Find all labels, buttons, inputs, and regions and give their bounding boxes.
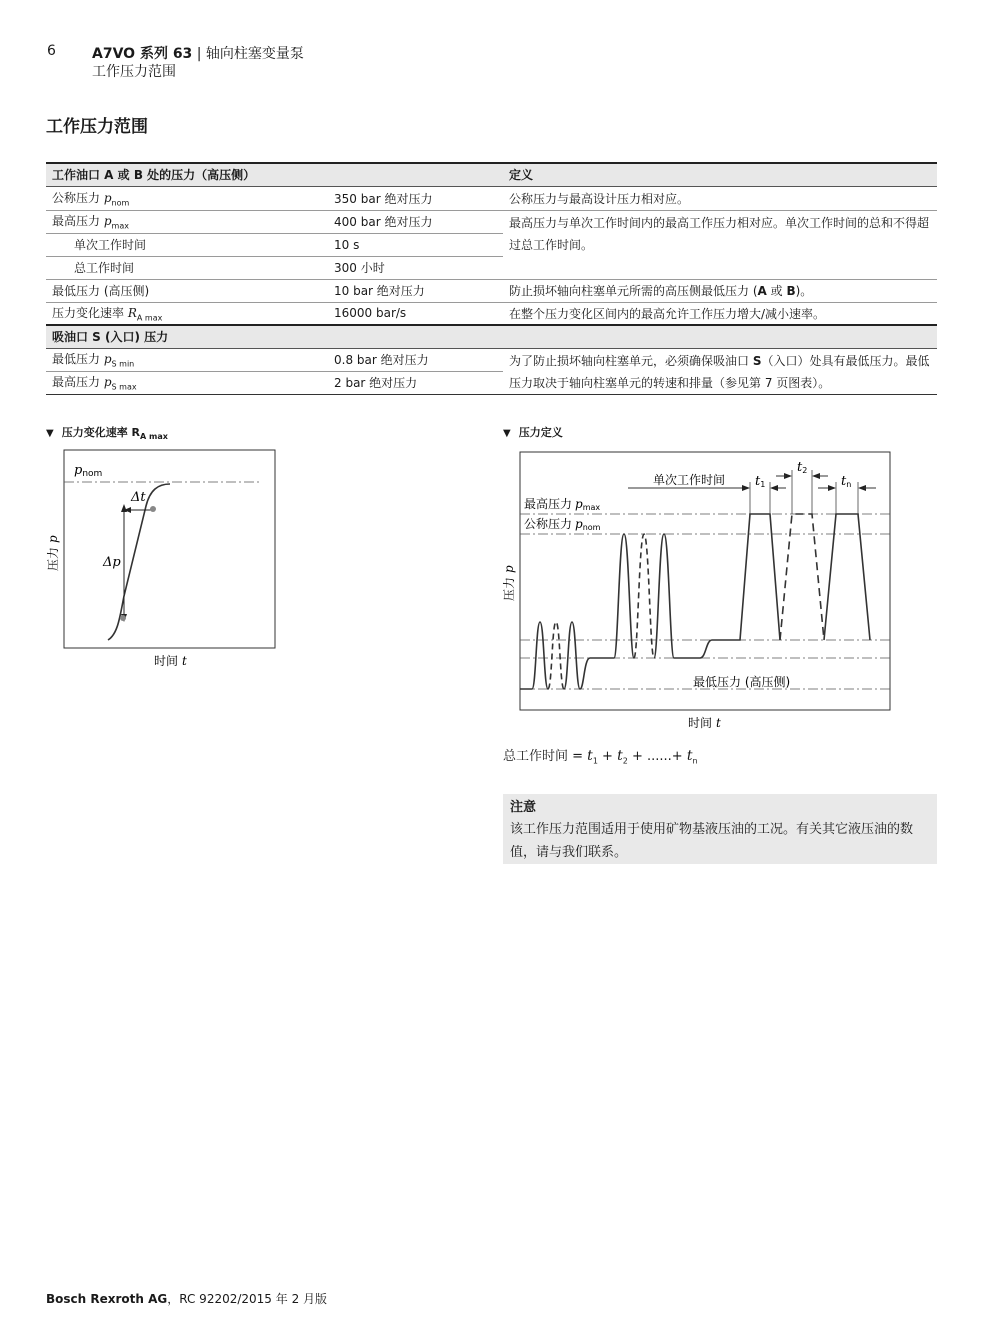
y-axis-label: 压力p xyxy=(502,565,516,601)
table-section-header xyxy=(46,163,937,186)
tn-arrow-head xyxy=(828,485,836,491)
port-s: S xyxy=(752,353,762,368)
page-footer xyxy=(46,1290,327,1307)
header-section: 工作压力范围 xyxy=(92,64,176,80)
formula-ellipsis: ......+ xyxy=(647,749,683,764)
row-label: 最高压力 xyxy=(52,214,101,229)
table-row xyxy=(46,302,937,325)
definition-text: 或 xyxy=(766,284,787,298)
pnom-label: 公称压力 pnom xyxy=(524,517,601,532)
table-row xyxy=(46,186,937,210)
pmax-label: 最高压力 pmax xyxy=(524,497,601,512)
row-definition xyxy=(503,348,937,394)
symbol-subscript: A max xyxy=(136,313,163,323)
row-definition: 在整个压力变化区间内的最高允许工作压力增大/减小速率。 xyxy=(503,302,937,325)
pressure-trace xyxy=(654,514,780,658)
definition-text: )。 xyxy=(795,284,813,298)
dt-label: Δt xyxy=(131,490,146,505)
table-cell xyxy=(46,371,328,394)
figure-rate-caption xyxy=(46,424,168,441)
tn-label: tn xyxy=(841,474,852,489)
pressure-trace-dashed xyxy=(780,514,824,640)
port-a: A xyxy=(757,284,767,298)
row-value: 400 bar 绝对压力 xyxy=(328,210,503,233)
x-axis-label: 时间 t xyxy=(154,654,187,668)
dp-label: Δp xyxy=(103,555,121,570)
note-title: 注意 xyxy=(510,800,537,815)
table-cell xyxy=(46,210,328,233)
row-definition: 最高压力与单次工作时间内的最高工作压力相对应。单次工作时间的总和不得超过总工作时间。 xyxy=(503,210,937,279)
table-cell xyxy=(46,348,328,371)
row-value: 350 bar 绝对压力 xyxy=(328,186,503,210)
definition-text: 为了防止损坏轴向柱塞单元，必须确保吸油口 xyxy=(509,353,753,368)
row-label: 单次工作时间 xyxy=(46,233,328,256)
table-row xyxy=(46,348,937,371)
footer-doc-id: ，RC 92202/2015 年 2 月版 xyxy=(167,1292,328,1306)
symbol: R xyxy=(127,306,137,321)
curve-point-bottom xyxy=(120,615,126,621)
note-box xyxy=(503,794,937,864)
page-title: 工作压力范围 xyxy=(46,117,148,137)
product-name: A7VO 系列 63 xyxy=(92,46,193,62)
row-definition xyxy=(503,279,937,302)
row-value: 16000 bar/s xyxy=(328,302,503,325)
row-label: 最高压力 xyxy=(52,375,101,390)
pressure-trace xyxy=(520,622,548,689)
caption-subscript: A max xyxy=(140,432,168,442)
table-cell xyxy=(46,186,328,210)
row-label: 最低压力 (高压侧) xyxy=(46,279,328,302)
symbol: p xyxy=(103,375,112,390)
page-number: 6 xyxy=(47,43,56,59)
row-label: 总工作时间 xyxy=(46,256,328,279)
row-value: 10 s xyxy=(328,233,503,256)
row-value: 0.8 bar 绝对压力 xyxy=(328,348,503,371)
symbol-subscript: max xyxy=(111,221,129,231)
plot-frame xyxy=(64,450,275,648)
footer-company: Bosch Rexroth AG xyxy=(46,1292,168,1306)
formula-symbol: t xyxy=(587,748,593,764)
formula-symbol: t xyxy=(617,748,623,764)
pressure-trace-dashed xyxy=(548,622,564,689)
formula-subscript: 1 xyxy=(592,756,598,766)
pressure-trace-dashed xyxy=(634,534,654,658)
min-pressure-label: 最低压力 (高压侧) xyxy=(693,675,791,689)
row-value: 2 bar 绝对压力 xyxy=(328,371,503,394)
x-axis-label: 时间 t xyxy=(688,716,721,730)
pnom-label: pnom xyxy=(74,463,103,479)
doc-header xyxy=(92,43,304,63)
product-type: 轴向柱塞变量泵 xyxy=(205,46,304,62)
plot-frame xyxy=(520,452,890,710)
row-value: 10 bar 绝对压力 xyxy=(328,279,503,302)
symbol-subscript: S max xyxy=(111,382,137,392)
formula-label: 总工作时间 = xyxy=(503,749,584,764)
t1-label: t1 xyxy=(755,474,766,489)
row-value: 300 小时 xyxy=(328,256,503,279)
figure-def-caption xyxy=(503,424,563,440)
total-time-formula xyxy=(503,745,698,766)
table-row xyxy=(46,210,937,233)
high-pressure-section-label: 工作油口 A 或 B 处的压力（高压侧） xyxy=(46,163,503,186)
table-section-header xyxy=(46,325,937,348)
definition-text: 防止损坏轴向柱塞单元所需的高压侧最低压力 ( xyxy=(509,284,758,298)
port-b: B xyxy=(786,284,796,298)
header-separator: | xyxy=(196,46,202,62)
formula-subscript: n xyxy=(692,756,698,766)
y-axis-label: 压力p xyxy=(46,535,60,571)
figure-rate-diagram xyxy=(40,446,290,676)
definition-text: （入口）处具有最低压力。最低压力取决于轴向柱塞单元的转速和排量（参见第 7 页图表）。 xyxy=(509,353,930,390)
pressure-trace xyxy=(564,534,634,689)
symbol: p xyxy=(103,190,112,205)
single-time-label: 单次工作时间 xyxy=(653,473,726,487)
pressure-trace xyxy=(824,514,870,640)
symbol-subscript: nom xyxy=(111,198,130,208)
row-label: 压力变化速率 xyxy=(52,306,125,321)
curve-point-top xyxy=(150,506,156,512)
spec-table xyxy=(46,162,937,395)
caption-text: 压力定义 xyxy=(518,426,563,439)
triangle-marker-icon: ▼ xyxy=(503,428,511,439)
definition-header: 定义 xyxy=(503,163,937,186)
note-text: 该工作压力范围适用于使用矿物基液压油的工况。有关其它液压油的数值，请与我们联系。 xyxy=(510,822,914,860)
t1-arrow-head xyxy=(742,485,750,491)
suction-section-label: 吸油口 S (入口) 压力 xyxy=(46,325,937,348)
table-cell xyxy=(46,302,328,325)
symbol: p xyxy=(103,352,112,367)
symbol: p xyxy=(103,214,112,229)
t2-label: t2 xyxy=(797,460,808,475)
row-label: 最低压力 xyxy=(52,352,101,367)
triangle-marker-icon: ▼ xyxy=(46,428,54,439)
figure-def-diagram xyxy=(496,446,896,736)
t1-arrow-head xyxy=(770,485,778,491)
table-row xyxy=(46,279,937,302)
formula-operator: + xyxy=(631,749,643,764)
formula-subscript: 2 xyxy=(622,756,628,766)
row-label: 公称压力 xyxy=(52,190,101,205)
formula-operator: + xyxy=(602,749,613,764)
caption-text: 压力变化速率 R xyxy=(61,426,141,439)
row-definition: 公称压力与最高设计压力相对应。 xyxy=(503,186,937,210)
formula-symbol: t xyxy=(686,748,693,764)
symbol-subscript: S min xyxy=(111,359,135,369)
